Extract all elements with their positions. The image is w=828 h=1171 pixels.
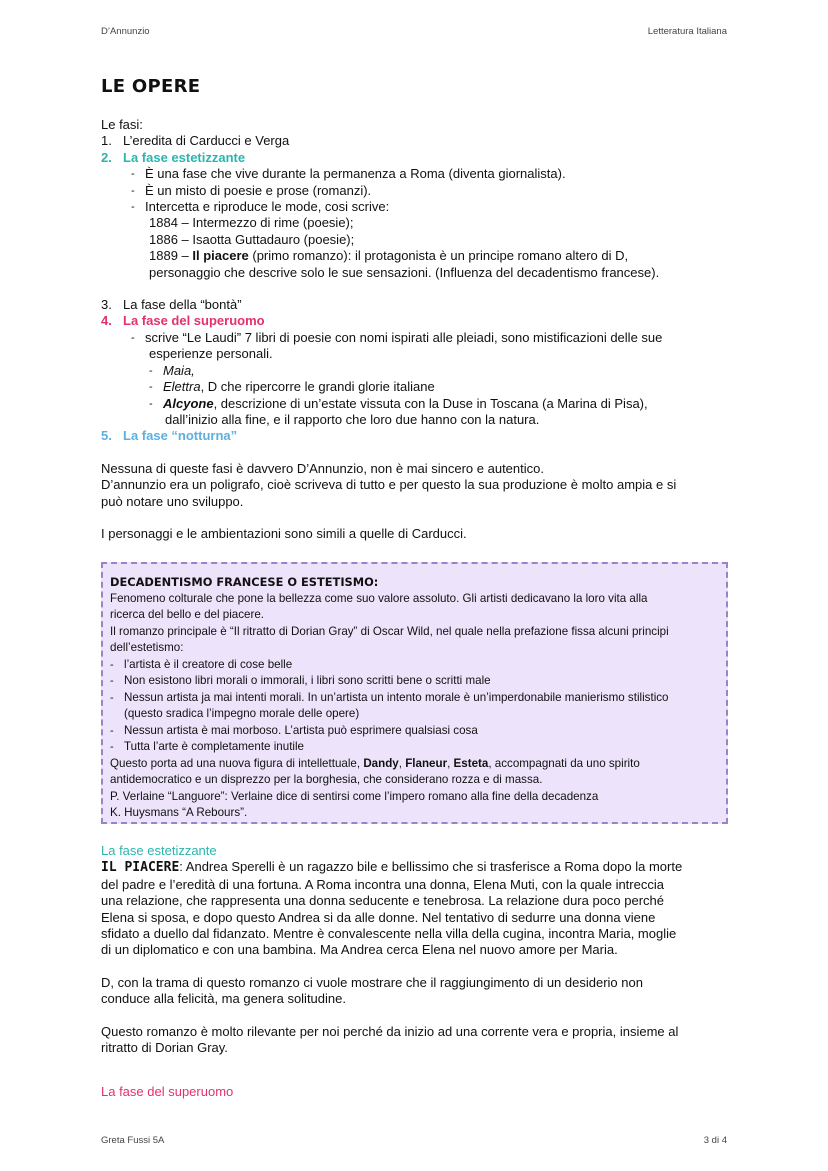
box-bullet: - Nessun artista ja mai intenti morali. In un’artista un intento morale è un’imperdonabile manierismo stilistico [110,690,669,704]
box-bullet: - l’artista è il creatore di cose belle [110,657,293,671]
sub-bullet: - Alcyone, descrizione di un’estate vissuta con la Duse in Toscana (a Marina di Pisa), [149,395,648,411]
sub-bullet-cont: dall’inizio alla fine, e il rapporto che loro due hanno con la natura. [165,411,540,427]
fasi-section [101,117,731,542]
footer-left: Greta Fussi 5A [101,1135,165,1146]
bullet: - scrive “Le Laudi” 7 libri di poesie con nomi ispirati alle pleiadi, sono mistificazioni delle sue [131,329,663,345]
paragraph: I personaggi e le ambientazioni sono simili a quelle di Carducci. [101,525,467,541]
fasi-label: Le fasi: [101,117,143,132]
bullet: - È un misto di poesie e prose (romanzi). [131,182,372,198]
list-item-2: 2. La fase estetizzante [101,149,246,165]
header-left: D’Annunzio [101,26,150,37]
work-line: 1889 – Il piacere (primo romanzo): il protagonista è un principe romano altero di D, [149,248,629,264]
paragraph: Nessuna di queste fasi è davvero D’Annunzio, non è mai sincero e autentico. [101,460,544,476]
bullet-cont: esperienze personali. [149,346,273,362]
page-title: LE OPERE [101,76,201,97]
bullet: - È una fase che vive durante la permanenza a Roma (diventa giornalista). [131,166,566,182]
list-item-4: 4. La fase del superuomo [101,313,265,329]
header-right: Letteratura Italiana [647,26,727,37]
piacere-section: La fase estetizzante IL PIACERE: Andrea Sperelli è un ragazzo bile e bellissimo che si trasferisce a Roma dopo la morte del padre e l’eredità di una fortuna. A Roma incontra una donna, Elena Muti, con la quale intreccia una relazione, che rappresenta una donna seducente e tenebrosa. La relazione dura poco perché Elena si sposa, e dopo questo Andrea si da alle donne. Nel tentativo di sedurre una donna viene sfidato a duello dal fidanzato. Mentre è convalescente nella villa della cugina, incontra Maria, moglie di un diplomatico e con una bambina. Ma Andrea cerca Elena nel nuovo amore per Maria. D, con la trama di questo romanzo ci vuole mostrare che il raggiungimento di un desiderio non conduce alla felicità, ma genera solitudine. Questo romanzo è molto rilevante per noi perché da inizio ad una corrente vera e propria, insieme al ritratto di Dorian Gray. La fase del superuomo [101,843,731,1101]
box-bullet: - Nessun artista è mai morboso. L’artista può esprimere qualsiasi cosa [110,723,478,737]
work-line: personaggio che descrive solo le sue sensazioni. (Influenza del decadentismo francese). [149,264,660,280]
footer-right: 3 di 4 [703,1135,727,1146]
paragraph: può notare uno sviluppo. [101,493,244,509]
sub-bullet: - Maia, [149,362,195,378]
box-bullet: - Tutta l’arte è completamente inutile [110,740,305,753]
section-heading: La fase del superuomo [101,1084,234,1100]
list-item-3: 3. La fase della “bontà” [101,297,242,313]
bullet: - Intercetta e riproduce le mode, cosi scrive: [131,199,390,215]
work-line: 1886 – Isaotta Guttadauro (poesie); [149,231,355,247]
box-title: DECADENTISMO FRANCESE O ESTETISMO: [110,575,379,589]
list-item-1: 1. L’eredita di Carducci e Verga [101,133,290,149]
section-heading: La fase estetizzante [101,843,217,858]
sub-bullet: - Elettra, D che ripercorre le grandi glorie italiane [149,379,435,395]
list-item-5: 5. La fase “notturna” [101,428,238,444]
work-line: 1884 – Intermezzo di rime (poesie); [149,215,354,231]
box-bullet: - Non esistono libri morali o immorali, i libri sono scritti bene o scritti male [110,674,491,687]
paragraph: D’annunzio era un poligrafo, cioè scriveva di tutto e per questo la sua produzione è molto ampia e si [101,477,677,493]
estetismo-box: DECADENTISMO FRANCESE O ESTETISMO: Fenomeno colturale che pone la bellezza come suo valore assoluto. Gli artisti dedicavano la loro vita alla ricerca del bello e del piacere. Il romanzo principale è “Il ritratto di Dorian Gray” di Oscar Wild, nel quale nella prefazione fissa alcuni principi dell’estetismo: - l’artista è il creatore di cose belle - Non esistono libri morali o immorali, i libri sono scritti bene o scritti male - Nessun artista ja mai intenti morali. In un’artista un intento morale è un’imperdonabile manierismo stilistico (questo sradica l’impegno morale delle opere) - Nessun artista è mai morboso. L’artista può esprimere qualsiasi cosa - Tutta l’arte è completamente inutile Questo porta ad una nuova figura di intellettuale, Dandy, Flaneur, Esteta, accompagnati da uno spirito antidemocratico e un disprezzo per la borghesia, che considerano rozza e di massa. P. Verlaine “Languore”: Verlaine dice di sentirsi come l’impero romano alla fine della decadenza K. Huysmans “A Rebours”. [101,562,728,824]
